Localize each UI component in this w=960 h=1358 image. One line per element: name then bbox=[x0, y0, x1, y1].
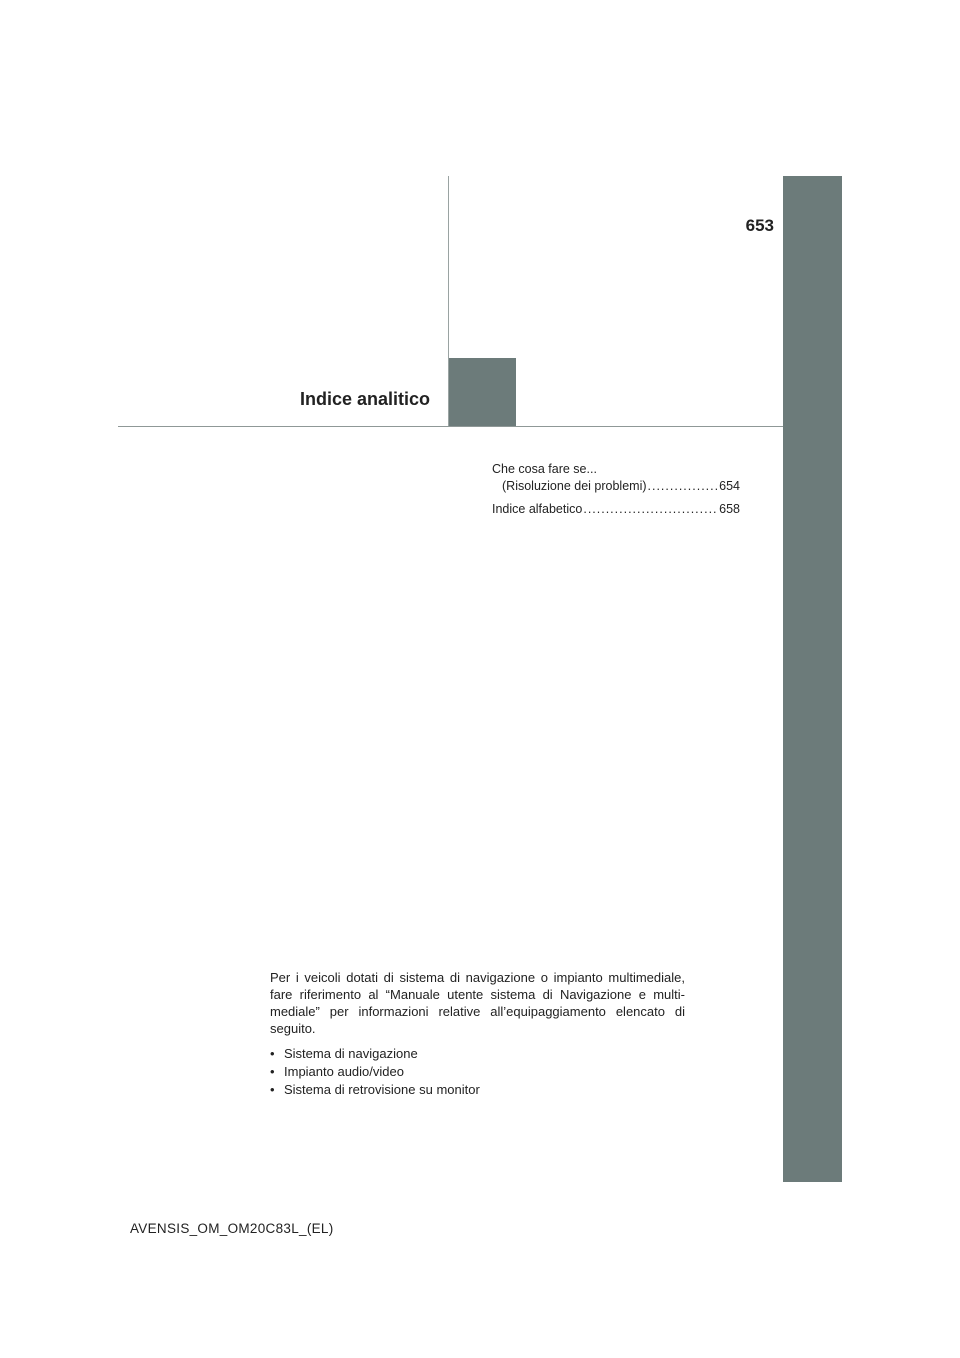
toc-entry-line bbox=[492, 501, 740, 518]
toc-entry-alphabetical-index[interactable] bbox=[492, 501, 740, 518]
list-item-text: Sistema di navigazione bbox=[284, 1046, 418, 1061]
bullet-icon: • bbox=[270, 1046, 275, 1061]
note-paragraph: Per i veicoli dotati di sistema di navigazione o impianto multimediale, fare riferimento al “Manuale utente sistema di Navigazione e multi-mediale” per informazioni relative all’equipaggiamento elencato di seguito. bbox=[270, 970, 685, 1036]
section-marker-block bbox=[449, 358, 516, 426]
list-item bbox=[270, 1045, 685, 1063]
toc-entry-page: 658 bbox=[719, 502, 740, 516]
list-item-text: Impianto audio/video bbox=[284, 1064, 404, 1079]
chapter-side-tab bbox=[783, 176, 842, 1182]
toc-entry-label: (Risoluzione dei problemi) bbox=[502, 479, 647, 493]
list-item-text: Sistema di retrovisione su monitor bbox=[284, 1082, 480, 1097]
toc-entry-heading: Che cosa fare se... bbox=[492, 462, 597, 476]
equipment-list bbox=[270, 1045, 685, 1099]
toc-entry-page: 654 bbox=[719, 479, 740, 493]
toc-entry-line bbox=[492, 478, 740, 495]
header-divider bbox=[118, 426, 783, 427]
navigation-system-note bbox=[270, 969, 685, 1099]
list-item bbox=[270, 1063, 685, 1081]
bullet-icon: • bbox=[270, 1082, 275, 1097]
document-code-footer: AVENSIS_OM_OM20C83L_(EL) bbox=[130, 1221, 334, 1236]
toc-entry-troubleshooting[interactable] bbox=[492, 461, 740, 495]
section-title: Indice analitico bbox=[299, 389, 430, 410]
toc-leader-dots bbox=[648, 478, 719, 495]
list-item bbox=[270, 1081, 685, 1099]
table-of-contents bbox=[492, 461, 740, 524]
toc-entry-label: Indice alfabetico bbox=[492, 502, 583, 516]
bullet-icon: • bbox=[270, 1064, 275, 1079]
toc-leader-dots bbox=[583, 501, 718, 518]
page-number: 653 bbox=[745, 216, 774, 235]
